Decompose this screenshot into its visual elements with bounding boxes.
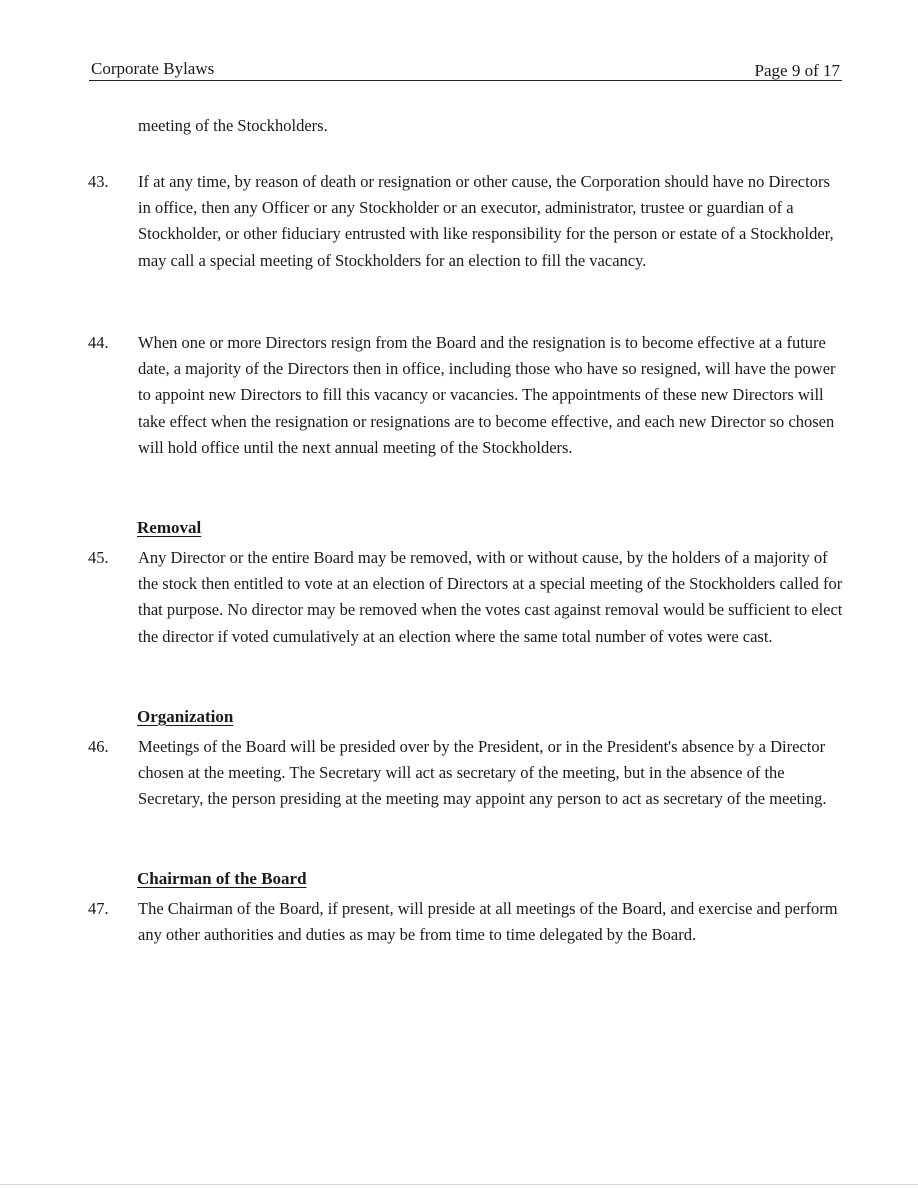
page-header	[89, 58, 842, 81]
paragraph-46	[88, 734, 848, 844]
paragraph-text: If at any time, by reason of death or resignation or other cause, the Corporation should have no Directors in office, then any Officer or any Stockholder or an executor, administrator, trustee or guardian of a Stockholder, or other fiduciary entrusted with like responsibility for the person or estate of a Stockholder, may call a special meeting of Stockholders for an election to fill the vacancy.	[138, 172, 834, 270]
paragraph-text: Any Director or the entire Board may be removed, with or without cause, by the holders of a majority of the stock then entitled to vote at an election of Directors at a special meeting of the Stockholders called for that purpose. No director may be removed when the votes cast against removal would be sufficient to elect the director if voted cumulatively at an election where the same total number of votes were cast.	[138, 548, 843, 646]
paragraph-text: The Chairman of the Board, if present, will preside at all meetings of the Board, and exercise and perform any other authorities and duties as may be from time to time delegated by the Board.	[138, 899, 838, 945]
section-heading-removal: Removal	[137, 518, 202, 537]
scan-edge-line	[0, 1184, 918, 1185]
paragraph-44	[88, 330, 848, 492]
page-number: Page 9 of 17	[754, 61, 840, 80]
continuation-text: meeting of the Stockholders.	[138, 116, 328, 135]
paragraph-text: When one or more Directors resign from the Board and the resignation is to become effective at a future date, a majority of the Directors then in office, including those who have so resigned, will have the power to appoint new Directors to fill this vacancy or vacancies. The appointments of these new Directors will take effect when the resignation or resignations are to become effective, and each new Director so chosen will hold office until the next annual meeting of the Stockholders.	[138, 333, 836, 457]
paragraph-45	[88, 545, 848, 680]
paragraph-text: Meetings of the Board will be presided over by the President, or in the President's absence by a Director chosen at the meeting. The Secretary will act as secretary of the meeting, but in the absence of the Secretary, the person presiding at the meeting may appoint any person to act as secretary of the meeting.	[138, 737, 827, 809]
section-heading-chairman: Chairman of the Board	[137, 869, 307, 888]
document-title: Corporate Bylaws	[91, 59, 215, 78]
paragraph-47	[88, 896, 848, 980]
paragraph-number: 44.	[88, 333, 109, 352]
paragraph-number: 47.	[88, 899, 109, 918]
paragraph-number: 46.	[88, 737, 109, 756]
paragraph-number: 45.	[88, 548, 109, 567]
section-heading-organization: Organization	[137, 707, 234, 726]
paragraph-43	[88, 169, 848, 304]
paragraph-number: 43.	[88, 172, 109, 191]
